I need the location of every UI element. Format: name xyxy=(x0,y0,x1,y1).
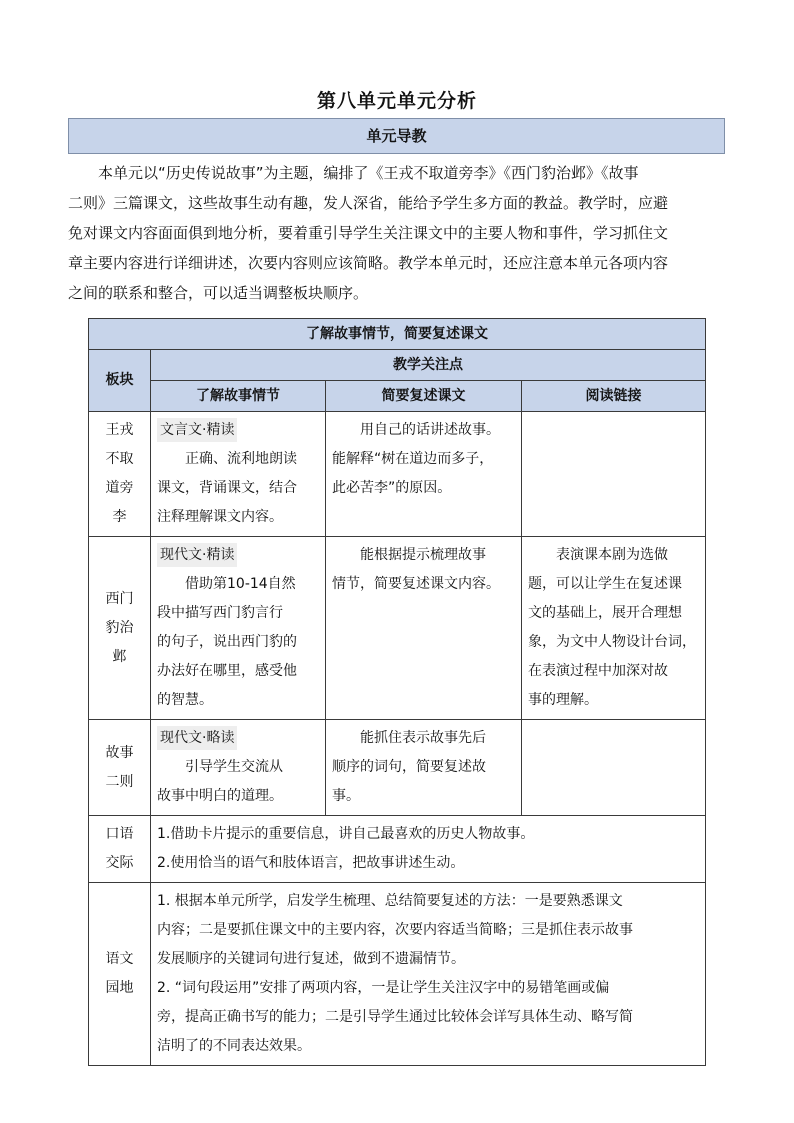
retell-cell: 用自己的话讲述故事。 能解释“树在道边而多子， 此必苦李”的原因。 xyxy=(326,412,522,537)
intro-paragraph xyxy=(68,158,728,308)
intro-line: 之间的联系和整合，可以适当调整板块顺序。 xyxy=(68,284,369,302)
section-cell: 口语 交际 xyxy=(89,816,151,883)
subcol-retell: 简要复述课文 xyxy=(326,381,522,412)
section-cell: 语文 园地 xyxy=(89,883,151,1066)
section-column-header: 板块 xyxy=(89,350,151,412)
retell-cell: 能抓住表示故事先后 顺序的词句，简要复述故 事。 xyxy=(326,720,522,816)
unit-plan-table xyxy=(88,318,706,1066)
story-plot-cell: 现代文·精读 借助第10-14自然 段中描写西门豹言行 的句子，说出西门豹的 办法好在哪里，感受他 的智慧。 xyxy=(151,537,326,720)
text-type-tag: 现代文·略读 xyxy=(157,726,237,750)
story-plot-cell: 文言文·精读 正确、流利地朗读 课文，背诵课文，结合 注释理解课文内容。 xyxy=(151,412,326,537)
focus-column-header: 教学关注点 xyxy=(151,350,706,381)
text-type-tag: 现代文·精读 xyxy=(157,543,237,567)
retell-cell: 能根据提示梳理故事 情节，简要复述课文内容。 xyxy=(326,537,522,720)
subcol-reading-link: 阅读链接 xyxy=(522,381,706,412)
story-plot-cell: 现代文·略读 引导学生交流从 故事中明白的道理。 xyxy=(151,720,326,816)
reading-link-cell xyxy=(522,720,706,816)
oral-communication-cell: 1.借助卡片提示的重要信息，讲自己最喜欢的历史人物故事。 2.使用恰当的语气和肢体语言，把故事讲述生动。 xyxy=(151,816,706,883)
section-cell: 王戎 不取 道旁 李 xyxy=(89,412,151,537)
section-cell: 西门 豹治 邺 xyxy=(89,537,151,720)
intro-line: 免对课文内容面面俱到地分析，要着重引导学生关注课文中的主要人物和事件，学习抓住文 xyxy=(68,224,669,242)
intro-line: 本单元以“历史传说故事”为主题，编排了《王戎不取道旁李》《西门豹治邺》《故事 xyxy=(98,164,639,182)
text-type-tag: 文言文·精读 xyxy=(157,418,237,442)
unit-guide-heading: 单元导教 xyxy=(68,118,725,154)
intro-line: 二则》三篇课文，这些故事生动有趣，发人深省，能给予学生多方面的教益。教学时，应避 xyxy=(68,194,669,212)
page-title: 第八单元单元分析 xyxy=(316,90,477,112)
table-title: 了解故事情节，简要复述课文 xyxy=(89,319,706,350)
language-garden-cell: 1. 根据本单元所学，启发学生梳理、总结简要复述的方法：一是要熟悉课文 内容；二是要抓住课文中的主要内容，次要内容适当简略；三是抓住表示故事 发展顺序的关键词句进行复述，做到不遗漏情节。 2. “词句段运用”安排了两项内容，一是让学生关注汉字中的易错笔画或偏 旁，提高正确书写的能力；二是引导学生通过比较体会详写具体生动、略写简 洁明了的不同表达效果。 xyxy=(151,883,706,1066)
reading-link-cell: 表演课本剧为选做 题，可以让学生在复述课 文的基础上，展开合理想 象，为文中人物设计台词， 在表演过程中加深对故 事的理解。 xyxy=(522,537,706,720)
section-cell: 故事 二则 xyxy=(89,720,151,816)
subcol-story-plot: 了解故事情节 xyxy=(151,381,326,412)
reading-link-cell xyxy=(522,412,706,537)
intro-line: 章主要内容进行详细讲述，次要内容则应该简略。教学本单元时，还应注意本单元各项内容 xyxy=(68,254,669,272)
